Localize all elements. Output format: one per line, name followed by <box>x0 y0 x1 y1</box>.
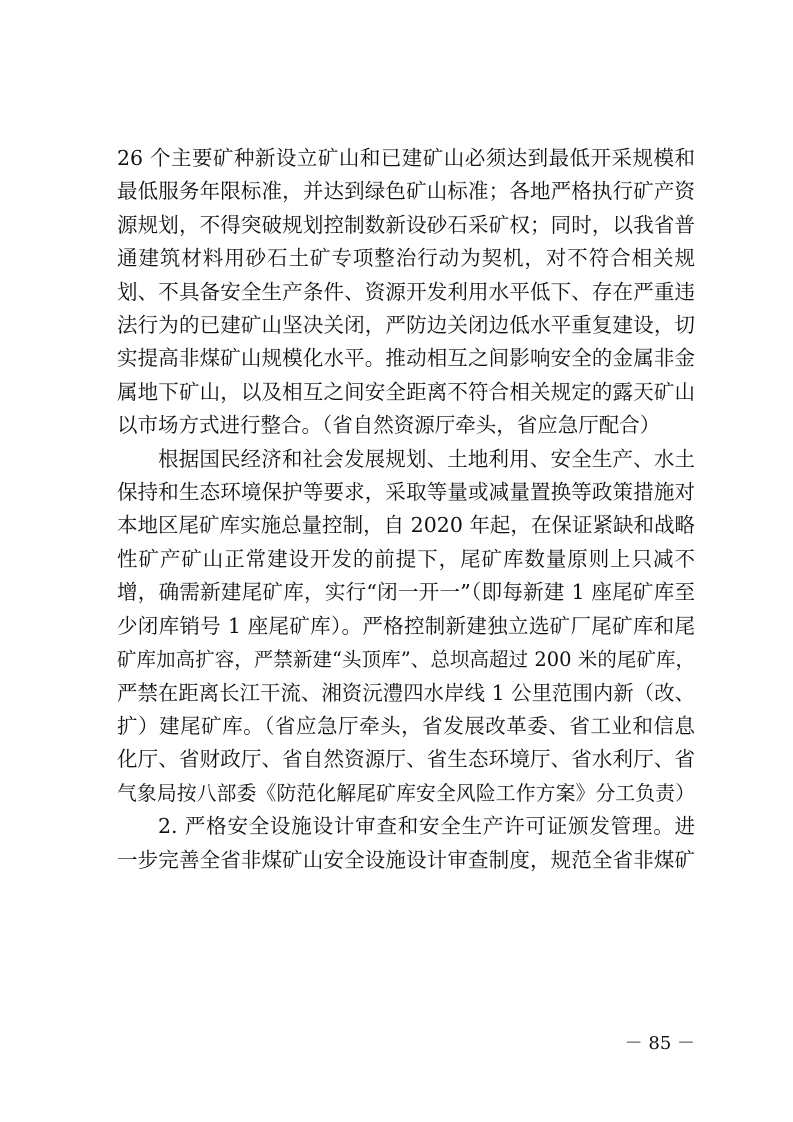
paragraph-3 <box>117 810 695 877</box>
text-line: 26 个主要矿种新设立矿山和已建矿山必须达到最低开采规模和 <box>117 146 695 170</box>
paragraph-2 <box>117 443 695 810</box>
text-line: 气象局按八部委《防范化解尾矿库安全风险工作方案》分工负责） <box>117 781 695 805</box>
text-line: 化厅、省财政厅、省自然资源厅、省生态环境厅、省水利厅、省 <box>117 747 695 772</box>
text-line: 以市场方式进行整合。（省自然资源厅牵头，省应急厅配合） <box>117 413 661 438</box>
text-line: 通建筑材料用砂石土矿专项整治行动为契机，对不符合相关规 <box>117 246 695 271</box>
text-line: 属地下矿山，以及相互之间安全距离不符合相关规定的露天矿山 <box>117 379 695 404</box>
text-line: 增，确需新建尾矿库，实行“闭一开一”（即每新建 1 座尾矿库至 <box>117 580 695 605</box>
text-line: 矿库加高扩容，严禁新建“头顶库”、总坝高超过 200 米的尾矿库， <box>117 648 695 672</box>
text-line: 最低服务年限标准，并达到绿色矿山标准；各地严格执行矿产资 <box>117 179 695 204</box>
paragraph-1 <box>117 142 695 443</box>
text-line: 法行为的已建矿山坚决关闭，严防边关闭边低水平重复建设，切 <box>117 313 695 338</box>
text-line: 一步完善全省非煤矿山安全设施设计审查制度，规范全省非煤矿 <box>117 847 695 872</box>
text-line: 源规划，不得突破规划控制数新设砂石采矿权；同时，以我省普 <box>117 212 695 237</box>
text-line: 性矿产矿山正常建设开发的前提下，尾矿库数量原则上只减不 <box>117 546 695 571</box>
page-number: － 85 － <box>624 1033 695 1054</box>
body-text <box>117 142 695 877</box>
text-line: 严禁在距离长江干流、湘资沅澧四水岸线 1 公里范围内新（改、 <box>117 680 695 705</box>
text-line: 少闭库销号 1 座尾矿库）。严格控制新建独立选矿厂尾矿库和尾 <box>117 613 695 638</box>
text-line: 划、不具备安全生产条件、资源开发利用水平低下、存在严重违 <box>117 279 695 304</box>
text-line: 保持和生态环境保护等要求，采取等量或减量置换等政策措施对 <box>117 480 695 505</box>
text-line: 2. 严格安全设施设计审查和安全生产许可证颁发管理。进 <box>158 814 695 839</box>
text-line: 扩）建尾矿库。（省应急厅牵头，省发展改革委、省工业和信息 <box>117 713 695 738</box>
text-line: 根据国民经济和社会发展规划、土地利用、安全生产、水土 <box>158 446 695 471</box>
text-line: 实提高非煤矿山规模化水平。推动相互之间影响安全的金属非金 <box>117 346 695 371</box>
text-line: 本地区尾矿库实施总量控制，自 2020 年起，在保证紧缺和战略 <box>117 513 695 538</box>
